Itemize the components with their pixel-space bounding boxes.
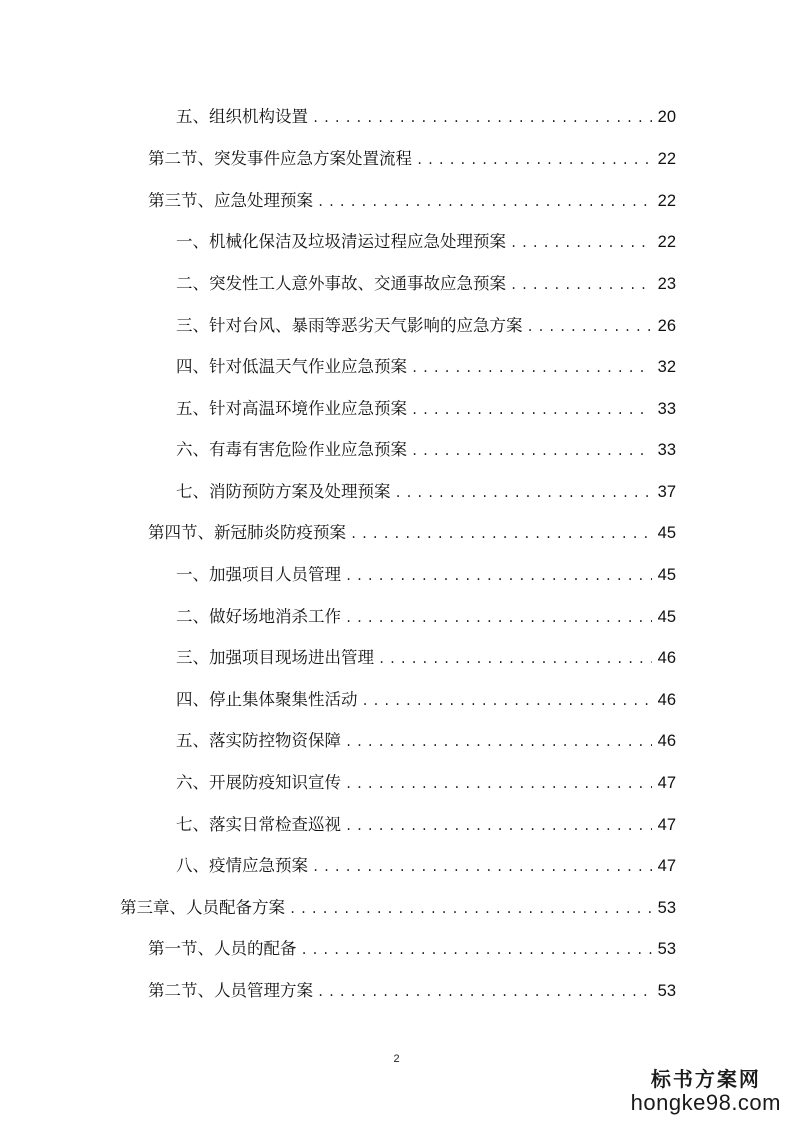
toc-entry-title: 二、突发性工人意外事故、交通事故应急预案	[176, 274, 506, 293]
toc-entry-title: 三、加强项目现场进出管理	[176, 648, 374, 667]
toc-entry[interactable]	[176, 437, 676, 463]
toc-entry-page: 45	[657, 608, 676, 626]
toc-entry[interactable]	[148, 188, 676, 214]
dot-leader	[312, 105, 652, 131]
toc-entry-page: 33	[657, 400, 676, 418]
toc-entry[interactable]	[148, 146, 676, 172]
dot-leader	[301, 937, 652, 963]
toc-entry-title: 第一节、人员的配备	[148, 939, 297, 958]
dot-leader	[416, 147, 652, 173]
toc-entry-page: 46	[657, 649, 676, 667]
toc-entry[interactable]	[176, 354, 676, 380]
toc-entry-page: 47	[657, 816, 676, 834]
toc-entry[interactable]	[176, 313, 676, 339]
toc-entry-page: 23	[657, 275, 676, 293]
toc-entry-page: 26	[657, 317, 676, 335]
toc-entry[interactable]	[148, 520, 676, 546]
toc-entry[interactable]	[148, 936, 676, 962]
toc-entry-title: 一、加强项目人员管理	[176, 565, 341, 584]
toc-entry-title: 第三章、人员配备方案	[120, 898, 285, 917]
toc-entry[interactable]	[176, 271, 676, 297]
toc-entry[interactable]	[176, 104, 676, 130]
toc-entry-title: 六、开展防疫知识宣传	[176, 773, 341, 792]
dot-leader	[510, 230, 652, 256]
toc-entry[interactable]	[176, 396, 676, 422]
toc-entry-title: 第四节、新冠肺炎防疫预案	[148, 523, 346, 542]
dot-leader	[378, 646, 652, 672]
dot-leader	[345, 813, 652, 839]
toc-entry-page: 20	[657, 108, 676, 126]
toc-entry-title: 五、针对高温环境作业应急预案	[176, 399, 407, 418]
dot-leader	[345, 563, 652, 589]
dot-leader	[527, 314, 652, 340]
dot-leader	[345, 729, 652, 755]
dot-leader	[411, 438, 652, 464]
toc-entry-title: 二、做好场地消杀工作	[176, 607, 341, 626]
toc-entry-title: 六、有毒有害危险作业应急预案	[176, 440, 407, 459]
toc-entry-title: 三、针对台风、暴雨等恶劣天气影响的应急方案	[176, 316, 523, 335]
site-watermark	[631, 1068, 781, 1116]
dot-leader	[395, 480, 652, 506]
toc-entry[interactable]	[176, 479, 676, 505]
toc-entry-page: 45	[657, 566, 676, 584]
toc-entry[interactable]	[176, 604, 676, 630]
toc-entry-title: 四、针对低温天气作业应急预案	[176, 357, 407, 376]
toc-entry[interactable]	[176, 728, 676, 754]
toc-entry-page: 45	[657, 524, 676, 542]
toc-entry-title: 一、机械化保洁及垃圾清运过程应急处理预案	[176, 232, 506, 251]
toc-entry-title: 第二节、突发事件应急方案处置流程	[148, 149, 412, 168]
toc-entry[interactable]	[148, 978, 676, 1004]
toc-entry-title: 四、停止集体聚集性活动	[176, 690, 358, 709]
toc-entry[interactable]	[176, 229, 676, 255]
dot-leader	[411, 397, 652, 423]
dot-leader	[350, 521, 652, 547]
toc-entry-page: 53	[657, 982, 676, 1000]
dot-leader	[510, 272, 652, 298]
toc-entry[interactable]	[176, 853, 676, 879]
toc-entry-page: 53	[657, 899, 676, 917]
toc-entry[interactable]	[176, 562, 676, 588]
watermark-url: hongke98.com	[630, 1090, 781, 1115]
dot-leader	[411, 355, 652, 381]
toc-entry-page: 46	[657, 732, 676, 750]
dot-leader	[345, 605, 652, 631]
toc-entry-page: 46	[657, 691, 676, 709]
toc-entry-page: 32	[657, 358, 676, 376]
toc-entry-page: 33	[657, 441, 676, 459]
toc-entry[interactable]	[120, 895, 676, 921]
dot-leader	[345, 771, 652, 797]
dot-leader	[312, 854, 652, 880]
toc-entry[interactable]	[176, 645, 676, 671]
toc-entry[interactable]	[176, 770, 676, 796]
toc-entry-page: 47	[657, 774, 676, 792]
toc-entry-title: 八、疫情应急预案	[176, 856, 308, 875]
toc-entry-title: 七、消防预防方案及处理预案	[176, 482, 391, 501]
toc-entry[interactable]	[176, 687, 676, 713]
toc-entry-title: 第三节、应急处理预案	[148, 191, 313, 210]
dot-leader	[317, 979, 652, 1005]
toc-entry-page: 22	[657, 150, 676, 168]
toc-entry-page: 53	[657, 940, 676, 958]
toc-entry-title: 七、落实日常检查巡视	[176, 815, 341, 834]
toc-entry-title: 第二节、人员管理方案	[148, 981, 313, 1000]
toc-entry[interactable]	[176, 812, 676, 838]
dot-leader	[362, 688, 652, 714]
toc-entry-page: 22	[657, 192, 676, 210]
dot-leader	[289, 896, 652, 922]
toc-entry-title: 五、落实防控物资保障	[176, 731, 341, 750]
toc-entry-page: 22	[657, 233, 676, 251]
toc-entry-page: 47	[657, 857, 676, 875]
toc-entry-page: 37	[657, 483, 676, 501]
page-number: 2	[393, 1053, 400, 1065]
dot-leader	[317, 189, 652, 215]
watermark-title: 标书方案网	[650, 1067, 761, 1091]
toc-entry-title: 五、组织机构设置	[176, 107, 308, 126]
